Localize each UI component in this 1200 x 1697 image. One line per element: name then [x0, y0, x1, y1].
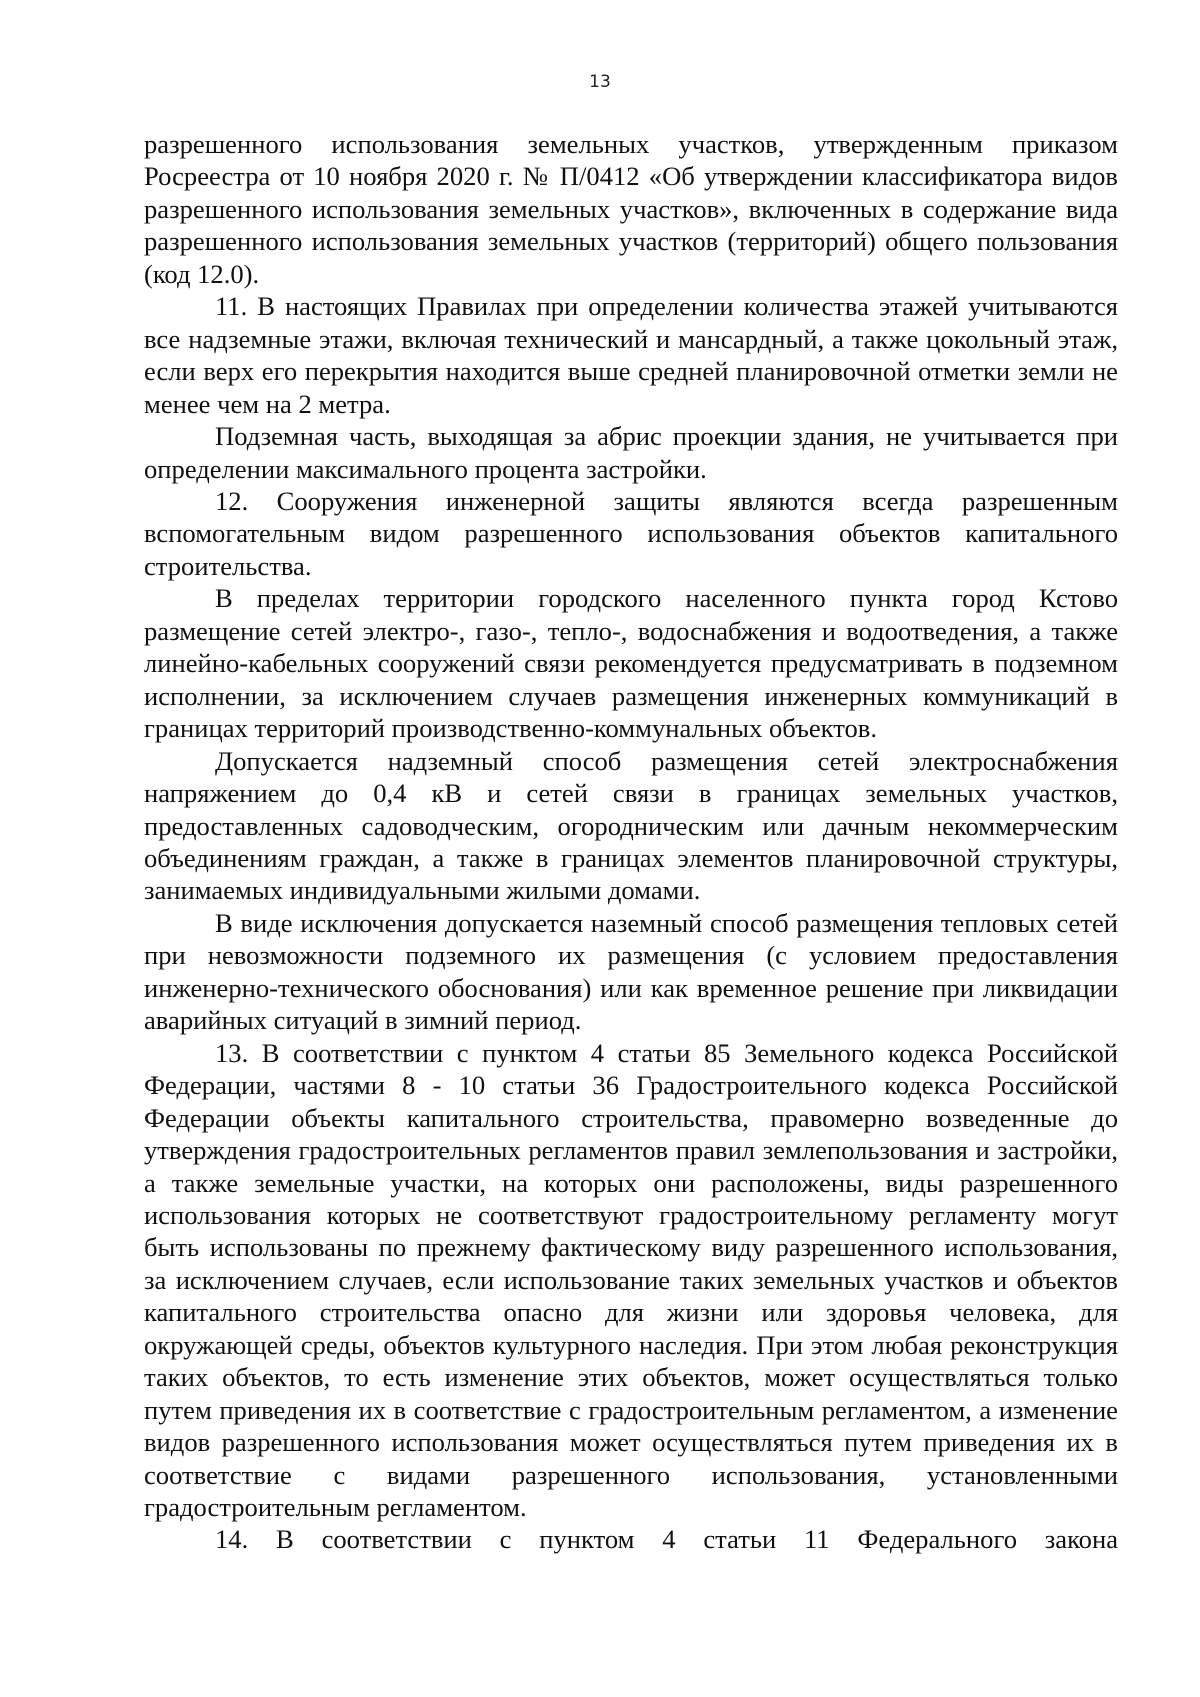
paragraph-item-14: 14. В соответствии с пунктом 4 статьи 11 Федерального закона — [215, 1524, 1118, 1555]
paragraph-item-11: 11. В настоящих Правилах при определении количества этажей учитываются все надземные этажи, включая технический и мансардный, а также цокольный этаж, если верх его перекрытия находится выше средней планировочной отметки земли не менее чем на 2 метра. — [144, 291, 1118, 419]
paragraph-overhead-networks: Допускается надземный способ размещения сетей электроснабжения напряжением до 0,4 кВ и сетей связи в границах земельных участков, предоставленных садоводческим, огородническим или дачным некоммерческим объединениям граждан, а также в границах элементов планировочной структуры, занимаемых индивидуальными жилыми домами. — [144, 745, 1118, 906]
document-body — [144, 128, 1118, 1556]
paragraph-item-13: 13. В соответствии с пунктом 4 статьи 85 Земельного кодекса Российской Федерации, частями 8 - 10 статьи 36 Градостроительного кодекса Российской Федерации объекты капитального строительства, правомерно возведенные до утверждения градостроительных регламентов правил землепользования и застройки, а также земельные участки, на которых они расположены, виды разрешенного использования которых не соответствуют градостроительному регламенту могут быть использованы по прежнему фактическому виду разрешенного использования, за исключением случаев, если использование таких земельных участков и объектов капитального строительства опасно для жизни или здоровья человека, для окружающей среды, объектов культурного наследия. При этом любая реконструкция таких объектов, то есть изменение этих объектов, может осуществляться только путем приведения их в соответствие с градостроительным регламентом, а изменение видов разрешенного использования может осуществляться путем приведения их в соответствие с видами разрешенного использования, установленными градостроительным регламентом. — [144, 1037, 1118, 1523]
paragraph-underground-part: Подземная часть, выходящая за абрис проекции здания, не учитывается при определении максимального процента застройки. — [144, 421, 1118, 484]
paragraph-continuation: разрешенного использования земельных участков, утвержденным приказом Росреестра от 10 ноября 2020 г. № П/0412 «Об утверждении классификатора видов разрешенного использования земельных участков», включенных в содержание вида разрешенного использования земельных участков (территорий) общего пользования (код 12.0). — [144, 129, 1118, 289]
paragraph-item-12: 12. Сооружения инженерной защиты являются всегда разрешенным вспомогательным видом разрешенного использования объектов капитального строительства. — [144, 485, 1118, 581]
page-number: 13 — [589, 72, 611, 92]
paragraph-heat-networks: В виде исключения допускается наземный способ размещения тепловых сетей при невозможности подземного их размещения (с условием предоставления инженерно-технического обоснования) или как временное решение при ликвидации аварийных ситуаций в зимний период. — [144, 907, 1118, 1036]
paragraph-networks-placement: В пределах территории городского населенного пункта город Кстово размещение сетей электро-, газо-, тепло-, водоснабжения и водоотведения, а также линейно-кабельных сооружений связи рекомендуется предусматривать в подземном исполнении, за исключением случаев размещения инженерных коммуникаций в границах территорий производственно-коммунальных объектов. — [144, 583, 1118, 744]
